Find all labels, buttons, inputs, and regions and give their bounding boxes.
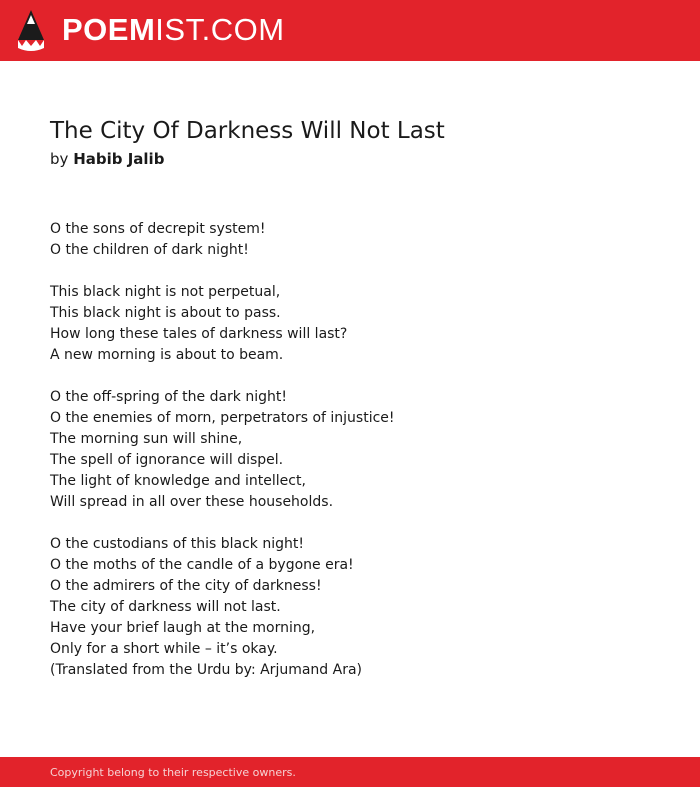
poem-line: The city of darkness will not last. bbox=[50, 599, 281, 615]
logo-bold-text: POEM bbox=[62, 12, 156, 47]
poem-line: Only for a short while – it’s okay. bbox=[50, 641, 278, 657]
poem-line: The light of knowledge and intellect, bbox=[50, 473, 306, 489]
by-label: by bbox=[50, 150, 69, 168]
site-logo[interactable] bbox=[62, 13, 285, 47]
poem-title: The City Of Darkness Will Not Last bbox=[50, 118, 445, 144]
poem-line: O the custodians of this black night! bbox=[50, 536, 304, 552]
poem-body bbox=[50, 219, 650, 702]
poem-stanza bbox=[50, 534, 650, 681]
poem-line: O the sons of decrepit system! bbox=[50, 221, 266, 237]
poem-line: How long these tales of darkness will last? bbox=[50, 326, 348, 342]
poem-byline bbox=[50, 149, 164, 169]
site-footer bbox=[0, 757, 700, 787]
copyright-text: Copyright belong to their respective owners. bbox=[50, 766, 296, 779]
pencil-tip-icon[interactable] bbox=[18, 10, 44, 52]
poem-line: O the admirers of the city of darkness! bbox=[50, 578, 322, 594]
poem-stanza bbox=[50, 387, 650, 513]
poem-line: O the enemies of morn, perpetrators of injustice! bbox=[50, 410, 395, 426]
poem-line: This black night is not perpetual, bbox=[50, 284, 281, 300]
poem-line: A new morning is about to beam. bbox=[50, 347, 284, 363]
poem-line: The morning sun will shine, bbox=[50, 431, 243, 447]
logo-light-text: IST.COM bbox=[155, 12, 285, 47]
poem-line: O the off-spring of the dark night! bbox=[50, 389, 287, 405]
site-header bbox=[0, 0, 700, 61]
poem-author: Habib Jalib bbox=[73, 150, 165, 168]
poem-stanza bbox=[50, 282, 650, 366]
poem-line: Will spread in all over these households. bbox=[50, 494, 334, 510]
poem-line: O the moths of the candle of a bygone era! bbox=[50, 557, 354, 573]
poem-line: Have your brief laugh at the morning, bbox=[50, 620, 316, 636]
poem-line: This black night is about to pass. bbox=[50, 305, 281, 321]
poem-line: The spell of ignorance will dispel. bbox=[50, 452, 284, 468]
poem-line: O the children of dark night! bbox=[50, 242, 249, 258]
poem-line: (Translated from the Urdu by: Arjumand Ara) bbox=[50, 662, 363, 678]
poem-stanza bbox=[50, 219, 650, 261]
